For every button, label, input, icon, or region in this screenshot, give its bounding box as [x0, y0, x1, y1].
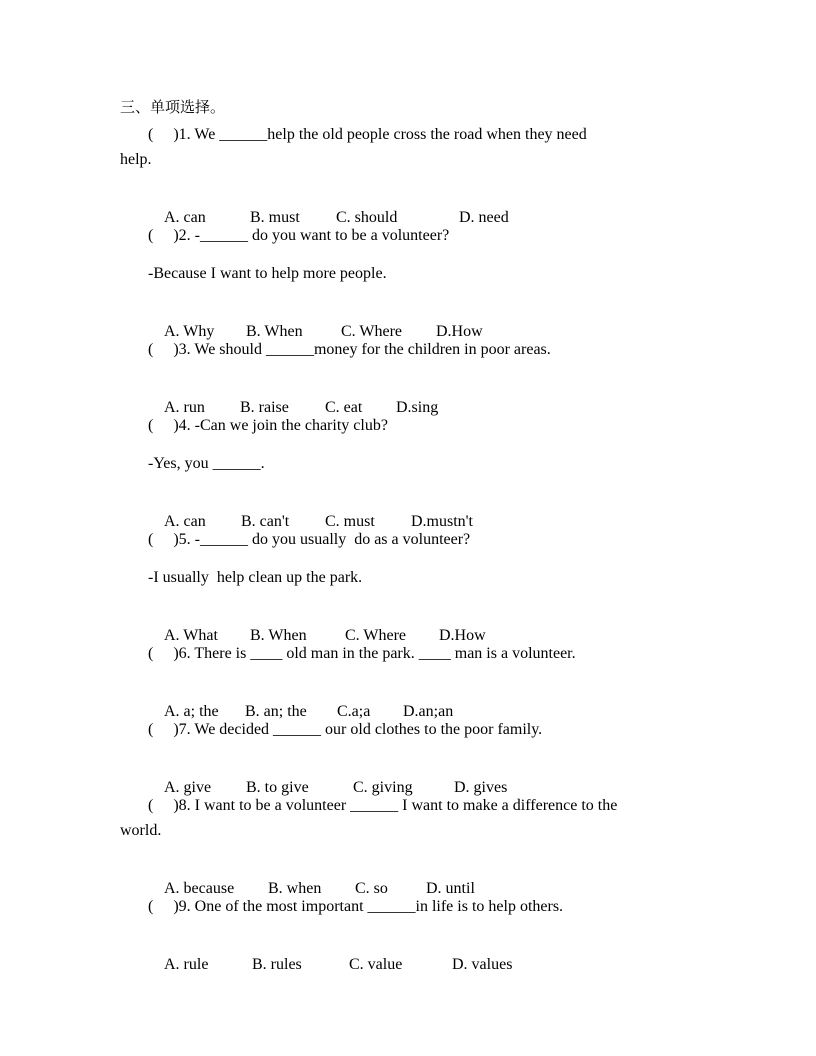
option-b: B. When	[250, 627, 307, 644]
option-c: C. Where	[345, 627, 407, 644]
option-d: D.an;an	[403, 703, 454, 720]
option-d: D.How	[439, 627, 486, 644]
option-a: A. can	[164, 209, 206, 226]
question-8-stem: ( )8. I want to be a volunteer ______ I want to make a difference to the	[148, 797, 618, 814]
option-b: B. when	[268, 880, 322, 897]
option-c: C. eat	[325, 399, 363, 416]
option-a: A. Why	[164, 323, 215, 340]
option-b: B. must	[250, 209, 300, 226]
option-c: C. so	[355, 880, 388, 897]
option-c: C. should	[336, 209, 398, 226]
question-3-stem: ( )3. We should ______money for the children in poor areas.	[148, 341, 551, 358]
question-1-stem: ( )1. We ______help the old people cross the road when they need	[148, 126, 587, 143]
question-4-stem: ( )4. -Can we join the charity club?	[148, 417, 388, 434]
section-title: 三、单项选择。	[120, 98, 226, 116]
option-b: B. When	[246, 323, 303, 340]
option-d: D. values	[452, 956, 513, 973]
option-c: C.a;a	[337, 703, 371, 720]
question-9-stem: ( )9. One of the most important ______in life is to help others.	[148, 898, 564, 915]
option-d: D.mustn't	[411, 513, 473, 530]
option-a: A. give	[164, 779, 212, 796]
option-d: D.sing	[396, 399, 439, 416]
option-b: B. an; the	[245, 703, 307, 720]
option-a: A. because	[164, 880, 235, 897]
question-5-answer-line: -I usually help clean up the park.	[148, 569, 363, 586]
option-c: C. giving	[353, 779, 413, 796]
option-c: C. must	[325, 513, 375, 530]
option-b: B. raise	[240, 399, 289, 416]
option-c: C. Where	[341, 323, 403, 340]
option-a: A. rule	[164, 956, 209, 973]
option-d: D. gives	[454, 779, 508, 796]
question-7-stem: ( )7. We decided ______ our old clothes to the poor family.	[148, 721, 543, 738]
option-c: C. value	[349, 956, 403, 973]
question-2-stem: ( )2. -______ do you want to be a volunteer?	[148, 227, 450, 244]
option-b: B. rules	[252, 956, 302, 973]
option-d: D. need	[459, 209, 509, 226]
option-d: D.How	[436, 323, 483, 340]
question-9-options	[148, 935, 512, 995]
option-a: A. run	[164, 399, 205, 416]
option-a: A. a; the	[164, 703, 219, 720]
option-b: B. can't	[241, 513, 290, 530]
question-4-answer-line: -Yes, you ______.	[148, 455, 265, 472]
question-5-stem: ( )5. -______ do you usually do as a volunteer?	[148, 531, 471, 548]
option-a: A. What	[164, 627, 218, 644]
question-6-stem: ( )6. There is ____ old man in the park. ____ man is a volunteer.	[148, 645, 576, 662]
question-2-answer-line: -Because I want to help more people.	[148, 265, 387, 282]
question-8-stem-continued: world.	[120, 822, 162, 839]
option-b: B. to give	[246, 779, 309, 796]
option-d: D. until	[426, 880, 475, 897]
question-1-stem-continued: help.	[120, 151, 152, 168]
option-a: A. can	[164, 513, 206, 530]
